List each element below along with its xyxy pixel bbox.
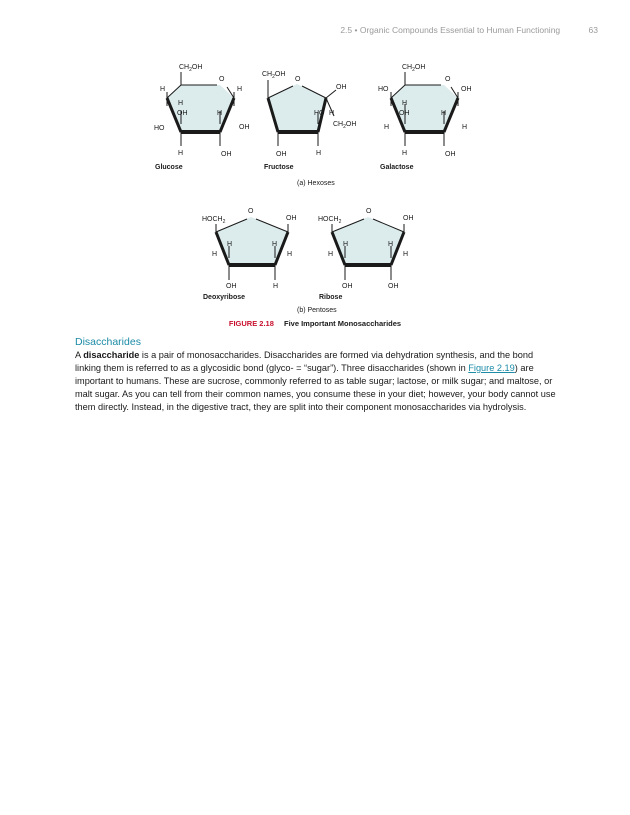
fructose-structure: [268, 80, 336, 146]
h-label: H: [160, 86, 166, 93]
figure-caption: [0, 319, 630, 328]
galactose-name: Galactose: [380, 164, 414, 171]
h-label: H: [384, 124, 390, 131]
h-label: H: [441, 110, 447, 117]
oh-label: OH: [276, 151, 287, 158]
paragraph-text: ) are important to humans. These are sucrose, commonly referred to as table sugar; lactose, or milk sugar; and maltose, or malt sugar. As you can tell from their common names, you consume these in your diet; however, your body cannot use them directly. Instead, in the digestive tract, they are split into their component monosaccharides via hydrolysis.: [75, 363, 556, 412]
ring-oxygen-label: O: [295, 76, 301, 83]
figure-link[interactable]: Figure 2.19: [468, 363, 515, 373]
running-head-title: 2.5 • Organic Compounds Essential to Human Functioning: [340, 25, 561, 35]
paragraph-text: is a pair of monosaccharides. Disaccharides are formed via dehydration synthesis, and the bond linking them is referred to as a glycosidic bond (glyco- = “sugar”). Three disaccharides (shown in: [75, 350, 534, 373]
ring-oxygen-label: O: [366, 208, 372, 215]
ho-label: HO: [314, 110, 325, 117]
h-label: H: [328, 251, 334, 258]
h-label: H: [316, 150, 322, 157]
oh-label: OH: [226, 283, 237, 290]
ch2oh-label: $CH_2OH$: [262, 71, 286, 80]
hexoses-caption: (a) Hexoses: [297, 180, 335, 187]
h-label: H: [388, 241, 394, 248]
h-label: H: [227, 241, 233, 248]
ring-oxygen-label: O: [248, 208, 254, 215]
h-label: H: [273, 283, 279, 290]
oh-label: OH: [221, 151, 232, 158]
h-label: H: [178, 100, 184, 107]
oh-label: OH: [461, 86, 472, 93]
ch2oh-label: $CH_2OH$: [333, 121, 357, 130]
body-paragraph: [75, 349, 560, 414]
oh-label: OH: [445, 151, 456, 158]
h-label: H: [343, 241, 349, 248]
h-label: H: [402, 150, 408, 157]
oh-label: OH: [403, 215, 414, 222]
oh-label: OH: [399, 110, 410, 117]
h-label: H: [402, 100, 408, 107]
key-term: disaccharide: [83, 350, 140, 360]
h-label: H: [403, 251, 409, 258]
monosaccharide-figure: [0, 0, 630, 320]
oh-label: OH: [239, 124, 250, 131]
glucose-name: Glucose: [155, 164, 183, 171]
oh-label: OH: [336, 84, 347, 91]
paragraph-intro: A: [75, 350, 84, 360]
ring-oxygen-label: O: [219, 76, 225, 83]
ribose-structure: [332, 217, 404, 280]
h-label: H: [237, 86, 243, 93]
pentoses-caption: (b) Pentoses: [297, 307, 337, 314]
fructose-name: Fructose: [264, 164, 294, 171]
h-label: H: [287, 251, 293, 258]
oh-label: OH: [286, 215, 297, 222]
h-label: H: [462, 124, 468, 131]
h-label: H: [178, 150, 184, 157]
hoch2-label: $HOCH_2$: [318, 216, 342, 225]
ch2oh-label: $CH_2OH$: [179, 64, 203, 73]
h-label: H: [217, 110, 223, 117]
ring-oxygen-label: O: [445, 76, 451, 83]
figure-label: FIGURE 2.18: [228, 319, 274, 328]
section-heading: Disaccharides: [75, 336, 141, 348]
oh-label: OH: [342, 283, 353, 290]
ho-label: HO: [378, 86, 389, 93]
oh-label: OH: [177, 110, 188, 117]
deoxyribose-structure: [216, 217, 288, 280]
page-number: 63: [588, 25, 598, 35]
ch2oh-label: $CH_2OH$: [402, 64, 426, 73]
h-label: H: [212, 251, 218, 258]
hoch2-label: $HOCH_2$: [202, 216, 226, 225]
galactose-structure: [391, 72, 458, 146]
ribose-name: Ribose: [319, 294, 343, 301]
deoxyribose-name: Deoxyribose: [203, 294, 246, 301]
figure-title: Five Important Monosaccharides: [283, 319, 402, 328]
oh-label: OH: [388, 283, 399, 290]
ho-label: HO: [154, 125, 165, 132]
h-label: H: [272, 241, 278, 248]
h-label: H: [329, 110, 335, 117]
glucose-structure: [167, 72, 234, 146]
